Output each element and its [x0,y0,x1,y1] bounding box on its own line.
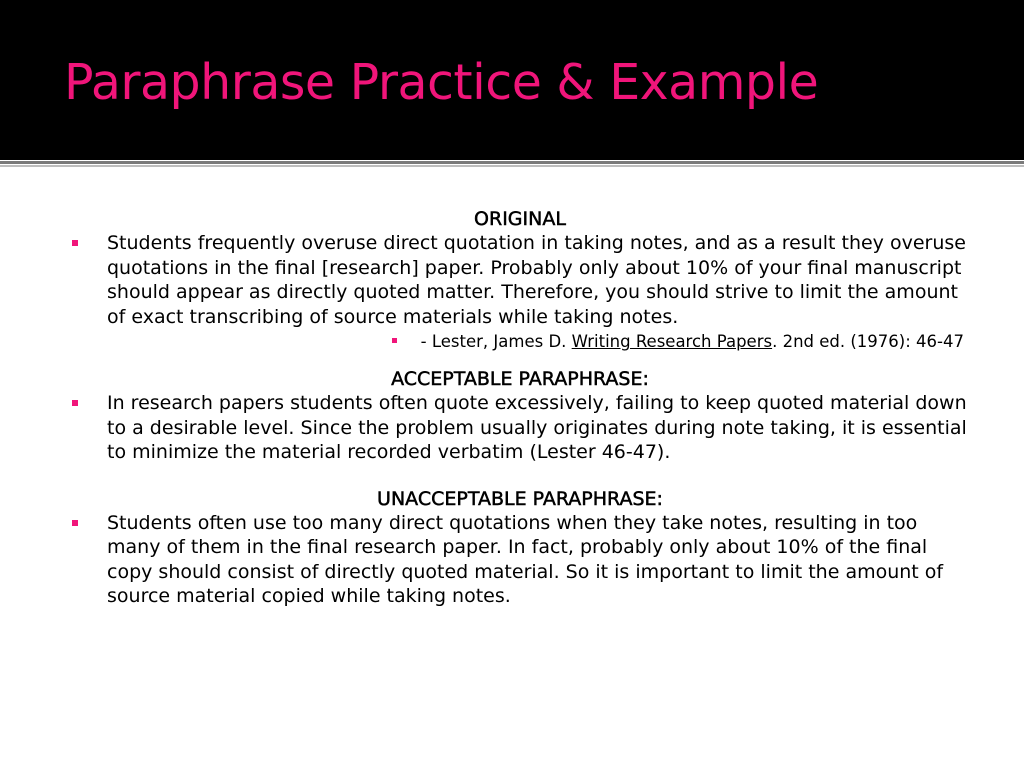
square-bullet-icon [392,338,397,343]
original-bullet [70,231,970,329]
header-divider-light [0,165,1024,167]
spacer [70,353,970,367]
slide-title: Paraphrase Practice & Example [64,54,819,111]
unacceptable-heading: UNACCEPTABLE PARAPHRASE: [377,487,663,510]
acceptable-section [70,367,970,465]
citation-prefix: - Lester, James D. [420,332,572,351]
unacceptable-text: Students often use too many direct quotations when they take notes, resulting in too many of them in the final research paper. In fact, probably only about 10% of the final copy should consist of directly quoted material. So it is important to limit the amount of source material copied while taking notes. [107,511,944,607]
acceptable-bullet [70,391,970,465]
citation [70,331,970,353]
citation-book-title: Writing Research Papers [571,332,773,351]
original-text: Students frequently overuse direct quotation in taking notes, and as a result they overuse quotations in the final [research] paper. Probably only about 10% of your final manuscript should appear as directly quoted matter. Therefore, you should strive to limit the amount of exact transcribing of source materials while taking notes. [107,232,966,328]
slide-content [70,207,970,609]
acceptable-heading: ACCEPTABLE PARAPHRASE: [391,368,649,390]
header-divider [0,161,1024,164]
original-section [70,207,970,353]
unacceptable-section [70,487,970,609]
citation-suffix: . 2nd ed. (1976): 46-47 [772,332,964,351]
square-bullet-icon [72,400,78,406]
square-bullet-icon [72,240,78,246]
unacceptable-bullet [70,511,970,609]
title-bar [0,0,1024,160]
spacer [70,465,970,487]
square-bullet-icon [72,520,78,526]
original-heading: ORIGINAL [474,208,566,230]
acceptable-text: In research papers students often quote excessively, failing to keep quoted material down to a desirable level. Since the problem usually originates during note taking, it is essential to minimize the material recorded verbatim (Lester 46-47). [107,392,967,463]
